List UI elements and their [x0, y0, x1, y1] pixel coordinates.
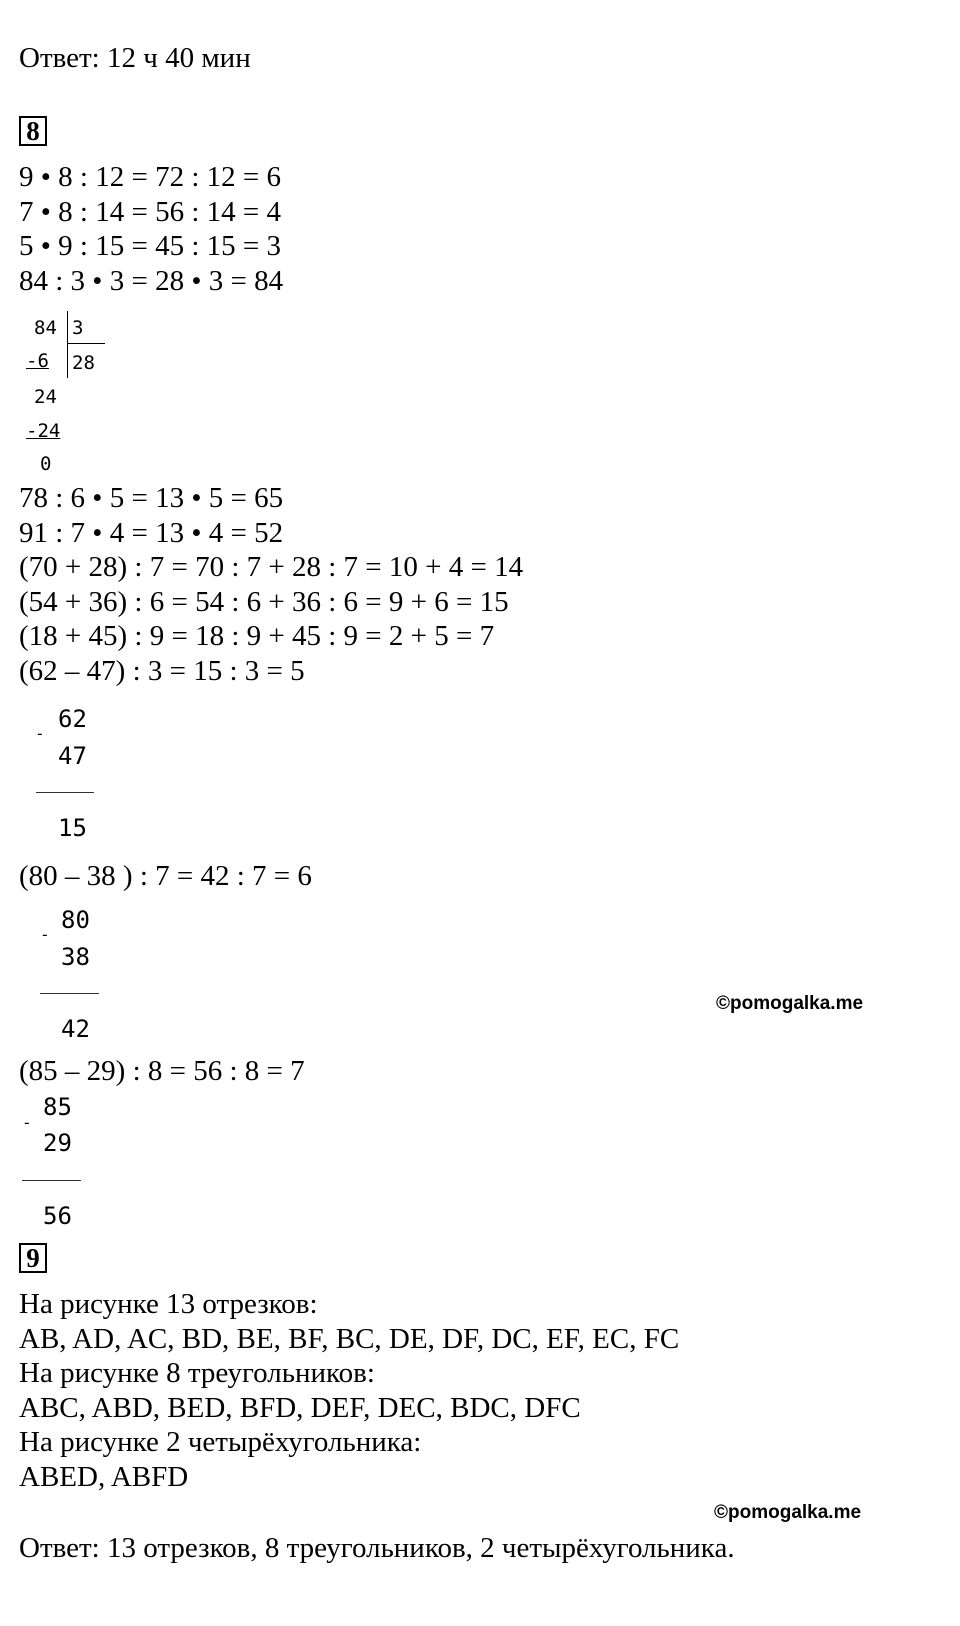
division-dividend: 84: [34, 317, 57, 339]
equation-line: (70 + 28) : 7 = 70 : 7 + 28 : 7 = 10 + 4 = 14: [19, 551, 524, 583]
equation-line: 78 : 6 • 5 = 13 • 5 = 65: [19, 482, 284, 514]
subtraction-line: [36, 792, 94, 793]
subtrahend: 47: [58, 742, 87, 770]
division-remainder-2: 0: [40, 453, 52, 475]
division-remainder-1: 24: [34, 386, 57, 408]
difference: 42: [61, 1015, 90, 1043]
division-step-2: -24: [26, 420, 61, 442]
equation-line: 91 : 7 • 4 = 13 • 4 = 52: [19, 517, 284, 549]
previous-answer: Ответ: 12 ч 40 мин: [19, 42, 251, 74]
equation-line: 84 : 3 • 3 = 28 • 3 = 84: [19, 265, 284, 297]
subtrahend: 29: [43, 1129, 72, 1157]
equation-line: (80 – 38 ) : 7 = 42 : 7 = 6: [19, 860, 312, 892]
watermark: ©pomogalka.me: [714, 1502, 862, 1523]
equation-line: (54 + 36) : 6 = 54 : 6 + 36 : 6 = 9 + 6 = 15: [19, 586, 509, 618]
subtraction-line: [40, 993, 99, 994]
minus-sign: -: [22, 1113, 32, 1132]
minuend: 80: [61, 906, 90, 934]
task9-line: ABC, ABD, BED, BFD, DEF, DEC, BDC, DFC: [19, 1392, 581, 1424]
division-step-1: -6: [26, 350, 49, 372]
difference: 56: [43, 1202, 72, 1230]
task9-answer: Ответ: 13 отрезков, 8 треугольников, 2 четырёхугольника.: [19, 1532, 735, 1564]
minus-sign: -: [35, 724, 45, 743]
difference: 15: [58, 814, 87, 842]
task9-line: На рисунке 8 треугольников:: [19, 1357, 375, 1389]
minus-sign: -: [40, 925, 50, 944]
task-number-8: 8: [19, 116, 47, 146]
division-divisor: 3: [72, 317, 84, 339]
task9-line: На рисунке 13 отрезков:: [19, 1288, 318, 1320]
task-number-9: 9: [19, 1243, 47, 1273]
task9-line: ABED, ABFD: [19, 1461, 189, 1493]
division-quotient: 28: [72, 352, 95, 374]
division-horizontal-line: [67, 343, 105, 344]
equation-line: (18 + 45) : 9 = 18 : 9 + 45 : 9 = 2 + 5 = 7: [19, 620, 495, 652]
task9-line: AB, AD, AC, BD, BE, BF, BC, DE, DF, DC, EF, EC, FC: [19, 1323, 680, 1355]
equation-line: (62 – 47) : 3 = 15 : 3 = 5: [19, 655, 305, 687]
equation-line: (85 – 29) : 8 = 56 : 8 = 7: [19, 1055, 305, 1087]
equation-line: 7 • 8 : 14 = 56 : 14 = 4: [19, 196, 281, 228]
subtraction-line: [22, 1180, 81, 1181]
minuend: 85: [43, 1093, 72, 1121]
equation-line: 5 • 9 : 15 = 45 : 15 = 3: [19, 230, 281, 262]
task9-line: На рисунке 2 четырёхугольника:: [19, 1426, 422, 1458]
watermark: ©pomogalka.me: [716, 993, 864, 1014]
equation-line: 9 • 8 : 12 = 72 : 12 = 6: [19, 161, 281, 193]
minuend: 62: [58, 705, 87, 733]
subtrahend: 38: [61, 943, 90, 971]
division-vertical-line: [67, 311, 68, 378]
